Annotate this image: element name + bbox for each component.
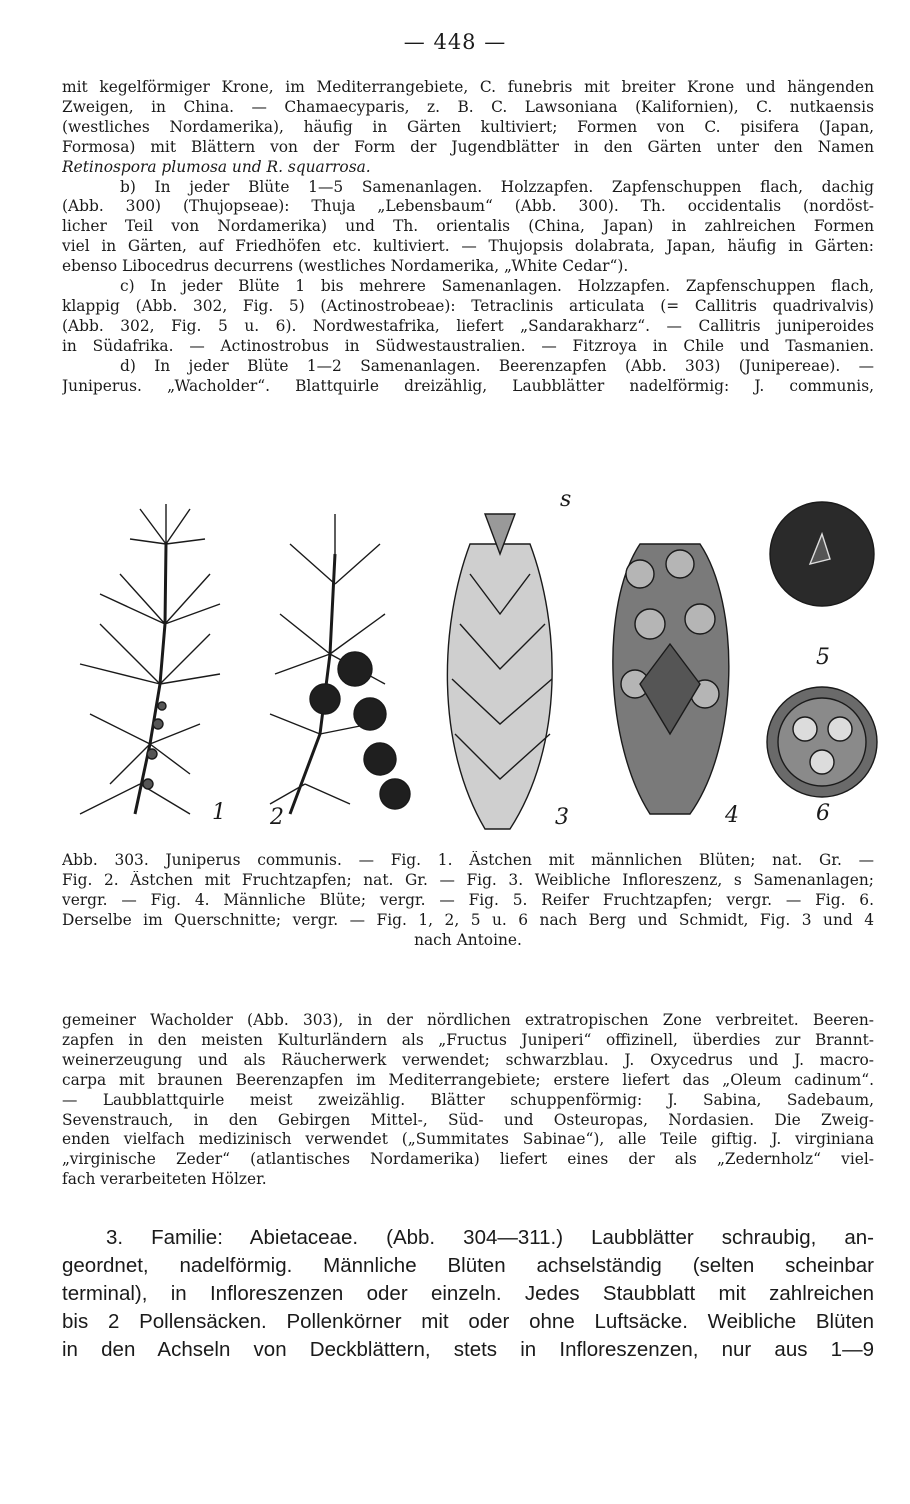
juniperus-illustration [40,484,880,844]
caption-line: Fig. 2. Ästchen mit Fruchtzapfen; nat. Gr. — Fig. 3. Weibliche Infloreszenz, s Samenanlagen; [62,870,874,889]
text-line: (westliches Nordamerika), häufig in Gärten kultiviert; Formen von C. pisifera (Japan, [62,117,874,136]
text-line: gemeiner Wacholder (Abb. 303), in der nördlichen extratropischen Zone verbreitet. Beeren- [62,1011,874,1029]
top-text-block [62,78,874,397]
text-line: enden vielfach medizinisch verwendet („Summitates Sabinae“), alle Teile giftig. J. virginiana [62,1130,874,1149]
family-line: geordnet, nadelförmig. Männliche Blüten achselständig (selten scheinbar [62,1254,874,1277]
text-line: Sevenstrauch, in den Gebirgen Mittel-, Süd- und Osteuropas, Nordasien. Die Zweig- [62,1110,874,1129]
fig-label-2: 2 [270,805,284,830]
text-line: c) In jeder Blüte 1 bis mehrere Samenanlagen. Holzzapfen. Zapfenschuppen flach, [120,277,874,296]
fig1-twig-male-flowers [80,504,220,814]
caption-line: Derselbe im Querschnitte; vergr. — Fig. 1, 2, 5 u. 6 nach Berg und Schmidt, Fig. 3 und 4 [62,910,874,929]
text-line: fach verarbeiteten Hölzer. [62,1170,267,1189]
fig-label-4: 4 [725,803,739,828]
text-line: weinerzeugung und als Räucherwerk verwendet; schwarzblau. J. Oxycedrus und J. macro- [62,1050,874,1069]
text-line: in Südafrika. — Actinostrobus in Südwestaustralien. — Fitzroya in Chile und Tasmanien. [62,336,874,355]
text-line: (Abb. 302, Fig. 5 u. 6). Nordwestafrika, liefert „Sandarakharz“. — Callitris juniperoides [62,316,874,335]
text-line: ebenso Libocedrus decurrens (westliches Nordamerika, „White Cedar“). [62,257,629,276]
text-line: Zweigen, in China. — Chamaecyparis, z. B. C. Lawsoniana (Kalifornien), C. nutkaensis [62,97,874,116]
fig2-twig-fruit-cones [270,514,410,814]
fig-label-5: 5 [816,645,830,670]
text-line: „virginische Zeder“ (atlantisches Nordamerika) liefert eines der als „Zedernholz“ viel- [62,1150,874,1169]
text-line: mit kegelförmiger Krone, im Mediterrangebiete, C. funebris mit breiter Krone und hängenden [62,78,874,96]
caption-line: Abb. 303. Juniperus communis. — Fig. 1. Ästchen mit männlichen Blüten; nat. Gr. — [62,851,874,869]
text-line: (Abb. 300) (Thujopseae): Thuja „Lebensbaum“ (Abb. 300). Th. occidentalis (nordöst- [62,197,874,216]
text-line: carpa mit braunen Beerenzapfen im Mediterrangebiete; erstere liefert das „Oleum cadinum“. [62,1070,874,1089]
text-line: b) In jeder Blüte 1—5 Samenanlagen. Holzzapfen. Zapfenschuppen flach, dachig [120,177,874,196]
text-line: Formosa) mit Blättern von der Form der Jugendblätter in den Gärten unter den Namen [62,137,874,156]
caption-line: nach Antoine. [414,930,522,949]
family-line: in den Achseln von Deckblättern, stets in Infloreszenzen, nur aus 1—9 [62,1338,874,1361]
fig6-cross-section [767,687,877,797]
fig-label-s: s [560,487,572,512]
fig-label-3: 3 [555,805,569,830]
text-line: — Laubblattquirle meist zweizählig. Blätter schuppenförmig: J. Sabina, Sadebaum, [62,1090,874,1109]
family-section [62,1224,874,1364]
fig4-male-flower [613,544,729,814]
family-line: terminal), in Infloreszenzen oder einzeln. Jedes Staubblatt mit zahlreichen [62,1282,874,1305]
caption-line: vergr. — Fig. 4. Männliche Blüte; vergr. — Fig. 5. Reifer Fruchtzapfen; vergr. — Fig. 6. [62,890,874,909]
family-line: 3. Familie: Abietaceae. (Abb. 304—311.) Laubblätter schraubig, an- [106,1226,874,1249]
text-line: Retinospora plumosa und R. squarrosa. [62,157,371,176]
fig5-ripe-cone [770,502,874,606]
text-line: Juniperus. „Wacholder“. Blattquirle dreizählig, Laubblätter nadelförmig: J. communis, [62,376,874,395]
fig-label-6: 6 [816,801,830,826]
fig-label-1: 1 [212,800,226,825]
text-line: d) In jeder Blüte 1—2 Samenanlagen. Beerenzapfen (Abb. 303) (Junipereae). — [120,356,874,375]
text-line: licher Teil von Nordamerika) und Th. orientalis (China, Japan) in zahlreichen Formen [62,217,874,236]
figure-caption [62,851,874,951]
page-number: — 448 — [403,30,507,54]
fig3-female-inflorescence [447,514,552,829]
text-line: klappig (Abb. 302, Fig. 5) (Actinostrobeae): Tetraclinis articulata (= Callitris quadrivalvis) [62,296,874,315]
text-line: zapfen in den meisten Kulturländern als „Fructus Juniperi“ offizinell, überdies zur Brannt- [62,1030,874,1049]
bottom-text-block [62,1011,874,1190]
family-line: bis 2 Pollensäcken. Pollenkörner mit oder ohne Luftsäcke. Weibliche Blüten [62,1310,874,1333]
text-line: viel in Gärten, auf Friedhöfen etc. kultiviert. — Thujopsis dolabrata, Japan, häufig in Gärten: [62,237,874,256]
